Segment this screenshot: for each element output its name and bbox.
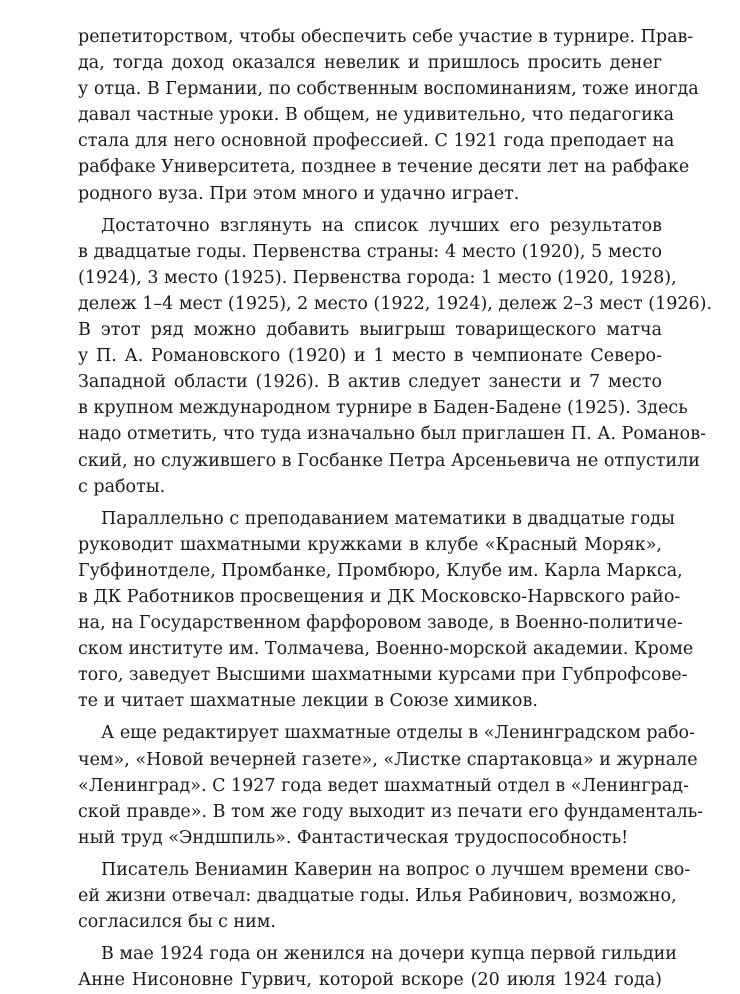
text-line: да, тогда доход оказался невелик и пришлось просить денег [78,53,662,74]
text-line: у отца. В Германии, по собственным воспоминаниям, тоже иногда [78,79,699,100]
text-line: репетиторством, чтобы обеспечить себе участие в турнире. Прав- [78,27,694,47]
text-line: давал частные уроки. В общем, не удивительно, что педагогика [78,105,675,126]
text-line: А еще редактирует шахматные отделы в «Ленинградском рабо- [101,723,696,744]
text-line: того, заведует Высшими шахматными курсами при Губпрофсове- [78,665,688,686]
text-line: согласился бы с ним. [78,912,276,933]
text-line: с работы. [78,476,166,497]
text-line: ный труд «Эндшпиль». Фантастическая трудоспособность! [78,827,629,848]
text-line: руководит шахматными кружками в клубе «Красный Моряк», [78,534,662,555]
text-line: в двадцатые годы. Первенства страны: 4 место (1920), 5 место [78,241,662,262]
paragraph-p4 [78,720,704,850]
text-line: ском институте им. Толмачева, Военно-морской академии. Кроме [78,639,694,660]
text-line: те и читает шахматные лекции в Союзе химиков. [78,691,538,712]
text-line: (1924), 3 место (1925). Первенства города: 1 место (1920, 1928), [78,267,677,288]
text-line: стала для него основной профессией. С 1921 года преподает на [78,131,675,152]
text-line: Параллельно с преподаванием математики в двадцатые годы [101,508,675,529]
text-line: Писатель Вениамин Каверин на вопрос о лучшем времени сво- [101,859,691,880]
page-text-body [78,24,713,993]
text-line: дележ 1–4 мест (1925), 2 место (1922, 1924), дележ 2–3 мест (1926). [78,293,713,314]
text-line: надо отметить, что туда изначально был приглашен П. А. Романов- [78,424,706,445]
text-line: В этот ряд можно добавить выигрыш товарищеского матча [78,320,662,341]
text-line: Западной области (1926). В актив следует занести и 7 место [78,372,662,393]
paragraph-p2 [78,213,713,500]
text-line: «Ленинград». С 1927 года ведет шахматный отдел в «Ленинград- [78,775,689,796]
text-line: на, на Государственном фарфоровом заводе, в Военно-политиче- [78,613,683,634]
text-line: ский, но служившего в Госбанке Петра Арсеньевича не отпустили [78,450,700,471]
paragraph-p5 [78,857,691,935]
paragraph-p1 [78,24,699,207]
text-line: ей жизни отвечал: двадцатые годы. Илья Рабинович, возможно, [78,886,677,906]
text-line: В мае 1924 года он женился на дочери купца первой гильдии [101,944,677,965]
text-line: Анне Нисоновне Гурвич, которой вскоре (20 июля 1924 года) [78,970,662,991]
paragraph-p3 [78,506,694,715]
text-line: чем», «Новой вечерней газете», «Листке спартаковца» и журнале [78,749,698,770]
text-line: Губфинотделе, Промбанке, Промбюро, Клубе им. Карла Маркса, [78,560,683,581]
text-line: рабфаке Университета, позднее в течение десяти лет на рабфаке [78,157,690,178]
text-line: Достаточно взглянуть на список лучших его результатов [101,215,662,236]
text-line: в крупном международном турнире в Баден-Бадене (1925). Здесь [78,398,688,419]
paragraph-p6 [78,941,677,993]
text-line: у П. А. Романовского (1920) и 1 место в чемпионате Северо- [78,346,662,367]
text-line: родного вуза. При этом много и удачно играет. [78,183,520,204]
text-line: в ДК Работников просвещения и ДК Московско-Нарвского райо- [78,586,681,607]
text-line: ской правде». В том же году выходит из печати его фундаменталь- [78,801,704,822]
